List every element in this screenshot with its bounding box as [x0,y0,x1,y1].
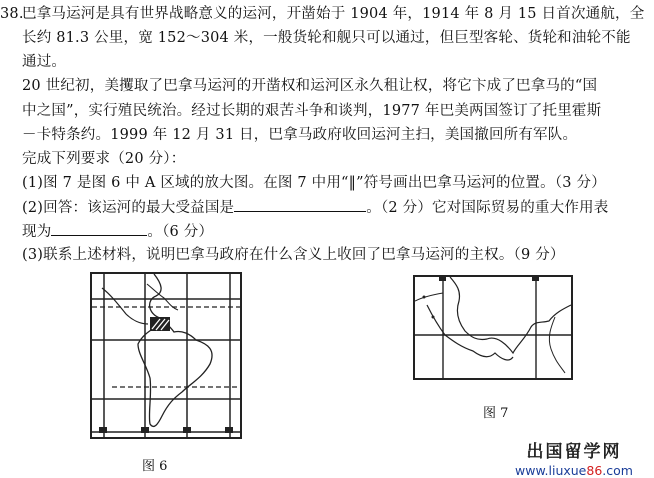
passage-p2-line2: 中之国”，实行殖民统治。经过长期的艰苦斗争和谈判，1977 年巴美两国签订了托里霍斯 [22,103,602,119]
passage-p1-line2: 长约 81.3 公里，宽 152～304 米，一般货轮和舰只可以通过，但巨型客轮、货轮和油轮不能 [22,30,631,46]
panama-map-icon [415,277,571,378]
passage-p2-line3: －卡特条约。1999 年 12 月 31 日，巴拿马政府收回运河主扫，美国撤回所有军队。 [22,127,578,143]
americas-map-icon [92,274,240,437]
instruction: 完成下列要求（20 分）： [22,151,186,167]
answer-blank-role[interactable] [51,221,147,236]
figure-6-map [90,272,242,439]
sub2-text-b: 。（2 分）它对国际贸易的重大作用表 [366,200,609,216]
sub2-text-c: 现为 [22,224,52,240]
watermark-logo [515,437,633,478]
passage-p1-line1: 巴拿马运河是具有世界战略意义的运河，开凿始于 1904 年，1914 年 8 月 15 日首次通航，全 [22,6,645,22]
sub-question-2-line2 [22,221,213,242]
url-prefix: www.liuxue [515,463,587,478]
watermark-url [515,463,633,478]
sub2-text-a: (2)回答：该运河的最大受益国是 [22,200,235,216]
url-highlight: 86 [586,463,603,478]
figure-7-caption: 图 7 [483,406,509,421]
passage-p2-line1: 20 世纪初，美攫取了巴拿马运河的开凿权和运河区永久租让权，将它卞成了巴拿马的“国 [22,78,598,94]
question-header-line [0,4,644,24]
figure-7-map [413,275,573,380]
watermark-title: 出国留学网 [526,442,622,462]
sub-question-1: (1)图 7 是图 6 中 A 区域的放大图。在图 7 中用“‖”符号画出巴拿马运河的位置。（3 分） [22,175,606,191]
question-number: 38. [0,6,24,22]
sub2-text-d: 。（6 分） [147,224,214,240]
sub-question-3: (3)联系上述材料，说明巴拿马政府在什么含义上收回了巴拿马运河的主权。（9 分） [22,247,565,263]
url-suffix: .com [602,463,633,478]
figure-6-caption: 图 6 [142,459,168,474]
answer-blank-country[interactable] [234,197,366,212]
sub-question-2-line1 [22,197,608,218]
passage-p1-line3: 通过。 [22,54,67,70]
